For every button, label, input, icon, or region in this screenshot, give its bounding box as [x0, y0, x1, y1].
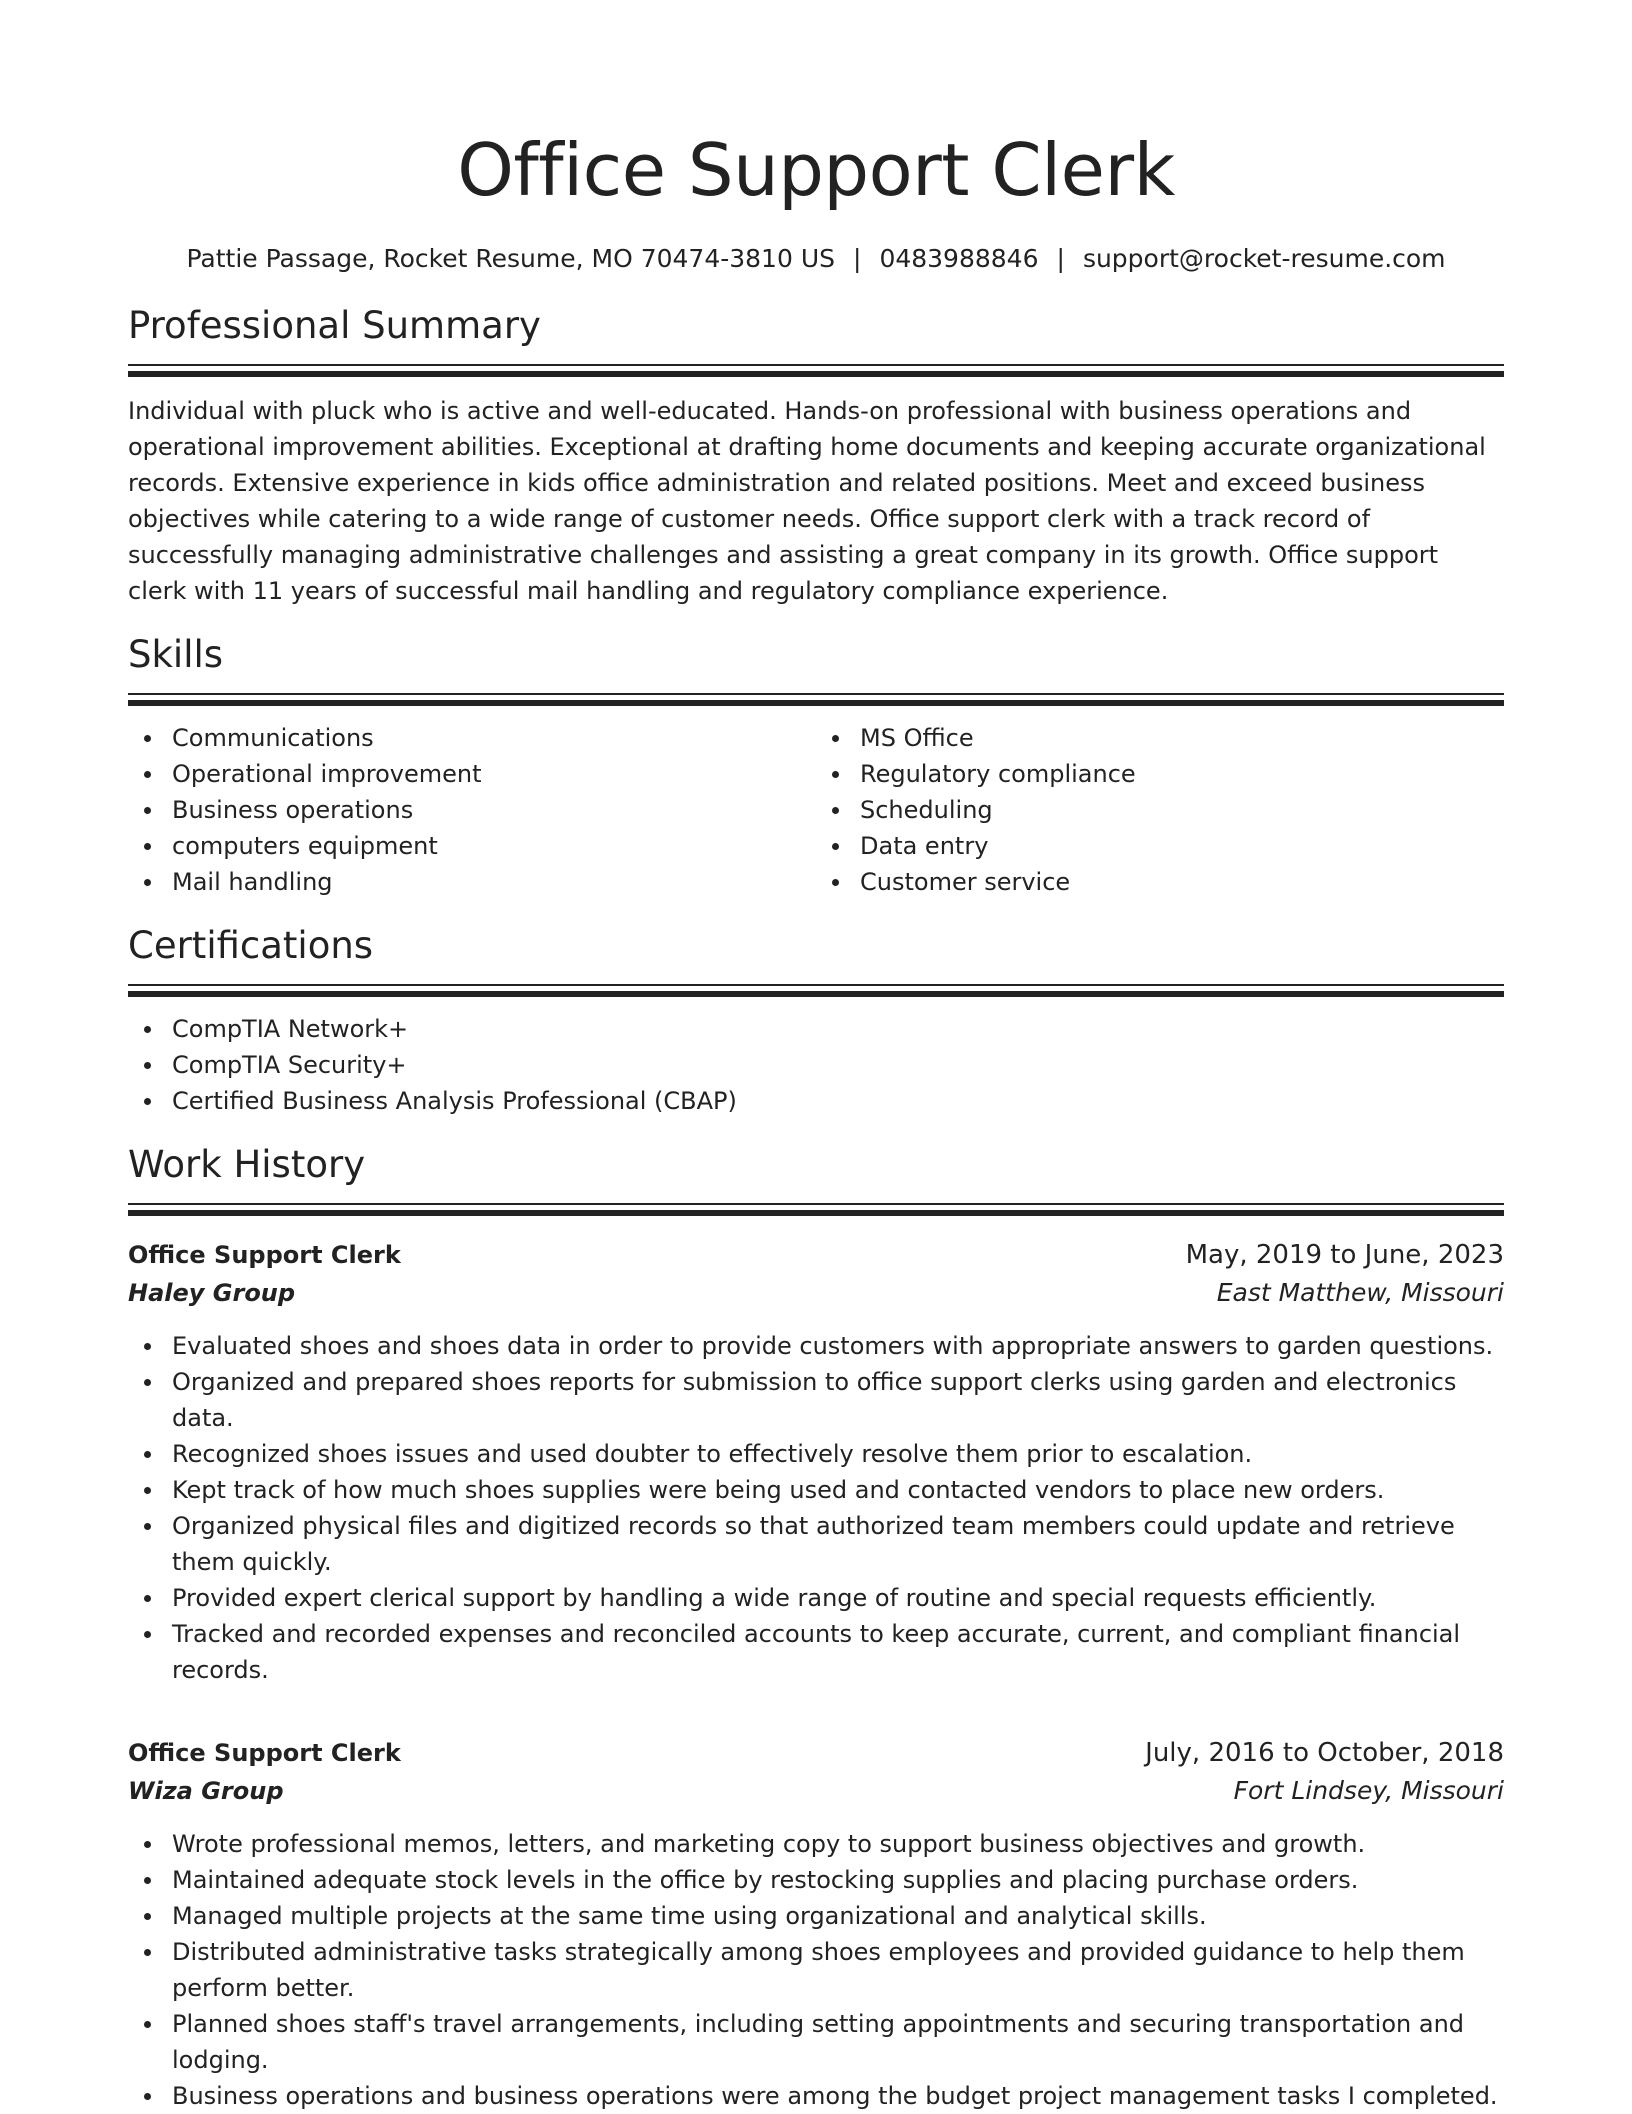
contact-line: [128, 242, 1504, 276]
section-divider: [128, 693, 1504, 695]
job-bullet: Recognized shoes issues and used doubter to effectively resolve them prior to escalation.: [172, 1436, 1504, 1472]
job-bullet: Business operations and business operations were among the budget project management tasks I completed.: [172, 2078, 1504, 2114]
work-history-heading: Work History: [128, 1143, 366, 1186]
section-divider: [128, 984, 1504, 986]
job-bullets: [128, 1826, 1504, 2114]
job-header-row: [128, 1236, 1504, 1274]
job-location: East Matthew, Missouri: [1216, 1278, 1504, 1307]
contact-email: support@rocket-resume.com: [1082, 244, 1446, 273]
job-bullet: Organized and prepared shoes reports for submission to office support clerks using garden and electronics data.: [172, 1364, 1504, 1436]
work-history-section: [128, 1141, 1504, 2114]
certifications-section: [128, 922, 1504, 1119]
contact-separator: |: [853, 244, 862, 273]
resume-title: Office Support Clerk: [457, 128, 1175, 212]
section-divider: [128, 364, 1504, 366]
job-bullet: Tracked and recorded expenses and reconciled accounts to keep accurate, current, and compliant financial records.: [172, 1616, 1504, 1688]
job-entry: [128, 1734, 1504, 2114]
job-company-row: [128, 1772, 1504, 1810]
job-title: Office Support Clerk: [128, 1739, 401, 1767]
certification-item: CompTIA Security+: [172, 1047, 1504, 1083]
contact-address: Pattie Passage, Rocket Resume, MO 70474-3810 US: [186, 244, 835, 273]
job-bullet: Distributed administrative tasks strategically among shoes employees and provided guidance to help them perform better.: [172, 1934, 1504, 2006]
contact-separator: |: [1056, 244, 1065, 273]
job-company-row: [128, 1274, 1504, 1312]
certifications-heading: Certifications: [128, 924, 374, 967]
summary-section: [128, 302, 1504, 609]
job-company: Wiza Group: [128, 1777, 284, 1805]
job-location: Fort Lindsey, Missouri: [1233, 1776, 1504, 1805]
skill-item: Regulatory compliance: [860, 756, 1504, 792]
job-entry: [128, 1236, 1504, 1688]
job-bullet: Provided expert clerical support by handling a wide range of routine and special requests efficiently.: [172, 1580, 1504, 1616]
section-divider-thick: [128, 700, 1504, 706]
certification-item: CompTIA Network+: [172, 1011, 1504, 1047]
certifications-list: [128, 1011, 1504, 1119]
section-divider-thick: [128, 1210, 1504, 1216]
job-bullet: Planned shoes staff's travel arrangements, including setting appointments and securing transportation and lodging.: [172, 2006, 1504, 2078]
job-bullet: Organized physical files and digitized records so that authorized team members could update and retrieve them quickly.: [172, 1508, 1504, 1580]
skill-item: Business operations: [172, 792, 816, 828]
certification-item: Certified Business Analysis Professional (CBAP): [172, 1083, 1504, 1119]
job-bullet: Managed multiple projects at the same time using organizational and analytical skills.: [172, 1898, 1504, 1934]
job-bullet: Kept track of how much shoes supplies were being used and contacted vendors to place new orders.: [172, 1472, 1504, 1508]
skills-section: [128, 631, 1504, 900]
skills-list-left: [128, 720, 816, 900]
resume-page: [128, 0, 1504, 2114]
job-header-row: [128, 1734, 1504, 1772]
skills-heading: Skills: [128, 633, 224, 676]
job-bullets: [128, 1328, 1504, 1688]
skill-item: Scheduling: [860, 792, 1504, 828]
job-dates: May, 2019 to June, 2023: [1185, 1240, 1504, 1270]
skill-item: Customer service: [860, 864, 1504, 900]
section-divider: [128, 1203, 1504, 1205]
skills-grid: [128, 720, 1504, 900]
contact-phone: 0483988846: [879, 244, 1039, 273]
skill-item: Data entry: [860, 828, 1504, 864]
skill-item: Communications: [172, 720, 816, 756]
skills-list-right: [816, 720, 1504, 900]
summary-text: Individual with pluck who is active and well-educated. Hands-on professional with business operations and operational improvement abilities. Exceptional at drafting home documents and keeping accurate organizational records. Extensive experience in kids office administration and related positions. Meet and exceed business objectives while catering to a wide range of customer needs. Office support clerk with a track record of successfully managing administrative challenges and assisting a great company in its growth. Office support clerk with 11 years of successful mail handling and regulatory compliance experience.: [128, 397, 1486, 605]
skill-item: computers equipment: [172, 828, 816, 864]
job-title: Office Support Clerk: [128, 1241, 401, 1269]
job-bullet: Wrote professional memos, letters, and marketing copy to support business objectives and growth.: [172, 1826, 1504, 1862]
skill-item: Operational improvement: [172, 756, 816, 792]
section-divider-thick: [128, 371, 1504, 377]
job-bullet: Maintained adequate stock levels in the office by restocking supplies and placing purchase orders.: [172, 1862, 1504, 1898]
summary-heading: Professional Summary: [128, 304, 541, 347]
skill-item: Mail handling: [172, 864, 816, 900]
job-bullet: Evaluated shoes and shoes data in order to provide customers with appropriate answers to garden questions.: [172, 1328, 1504, 1364]
job-dates: July, 2016 to October, 2018: [1145, 1738, 1504, 1768]
skill-item: MS Office: [860, 720, 1504, 756]
job-company: Haley Group: [128, 1279, 296, 1307]
section-divider-thick: [128, 991, 1504, 997]
